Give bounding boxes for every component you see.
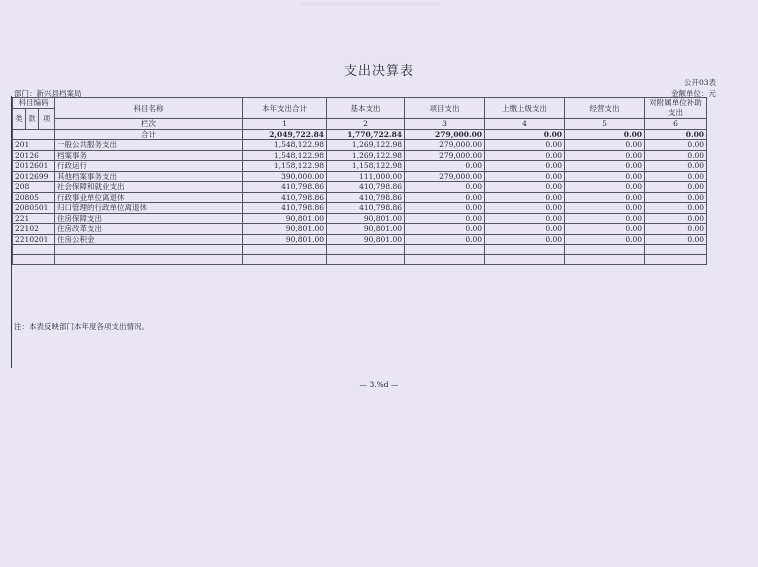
empty-cell — [243, 255, 327, 265]
empty-cell — [55, 255, 243, 265]
row-subsidy: 0.00 — [645, 203, 707, 214]
row-code: 2210201 — [13, 234, 55, 245]
row-business: 0.00 — [565, 150, 645, 161]
table-note: 注：本表反映部门本年度各项支出情况。 — [14, 322, 149, 331]
empty-cell — [327, 255, 405, 265]
row-code: 20126 — [13, 150, 55, 161]
row-item-name: 社会保障和就业支出 — [55, 182, 243, 193]
row-total: 90,801.00 — [243, 224, 327, 235]
header-total: 本年支出合计 — [243, 98, 327, 119]
total-cell-total: 2,049,722.84 — [243, 129, 327, 140]
row-basic: 90,801.00 — [327, 234, 405, 245]
row-total: 1,548,122.98 — [243, 150, 327, 161]
row-basic: 90,801.00 — [327, 224, 405, 235]
header-xiang: 项 — [39, 108, 55, 129]
header-lanci: 栏次 — [55, 119, 243, 130]
row-total: 1,548,122.98 — [243, 140, 327, 151]
header-subsidy: 对附属单位补助支出 — [645, 98, 707, 119]
row-upper: 0.00 — [485, 150, 565, 161]
row-basic: 410,798.86 — [327, 203, 405, 214]
table-row — [13, 161, 707, 172]
header-basic: 基本支出 — [327, 98, 405, 119]
row-project: 279,000.00 — [405, 171, 485, 182]
amount-unit-label: 金额单位：元 — [671, 89, 716, 98]
table-row — [13, 203, 707, 214]
row-business: 0.00 — [565, 161, 645, 172]
table-row — [13, 171, 707, 182]
department-label: 部门：新兴县档案局 — [14, 89, 82, 98]
empty-row — [13, 245, 707, 255]
row-code: 2012699 — [13, 171, 55, 182]
row-item-name: 住房公积金 — [55, 234, 243, 245]
row-code: 2080501 — [13, 203, 55, 214]
total-cell-upper: 0.00 — [485, 129, 565, 140]
row-total: 90,801.00 — [243, 213, 327, 224]
row-upper: 0.00 — [485, 161, 565, 172]
row-item-name: 住房改革支出 — [55, 224, 243, 235]
row-upper: 0.00 — [485, 224, 565, 235]
table-row — [13, 140, 707, 151]
row-business: 0.00 — [565, 213, 645, 224]
total-cell-project: 279,000.00 — [405, 129, 485, 140]
row-basic: 410,798.86 — [327, 182, 405, 193]
row-total: 90,801.00 — [243, 234, 327, 245]
total-cell-business: 0.00 — [565, 129, 645, 140]
empty-cell — [13, 255, 55, 265]
form-number: 公开03表 — [683, 78, 716, 87]
row-upper: 0.00 — [485, 182, 565, 193]
empty-cell — [565, 245, 645, 255]
total-cell-subsidy: 0.00 — [645, 129, 707, 140]
row-project: 0.00 — [405, 203, 485, 214]
row-item-name: 住房保障支出 — [55, 213, 243, 224]
table-row — [13, 182, 707, 193]
table-row — [13, 192, 707, 203]
row-business: 0.00 — [565, 224, 645, 235]
row-upper: 0.00 — [485, 140, 565, 151]
row-code: 221 — [13, 213, 55, 224]
row-subsidy: 0.00 — [645, 192, 707, 203]
row-code: 201 — [13, 140, 55, 151]
row-business: 0.00 — [565, 140, 645, 151]
row-item-name: 行政事业单位离退休 — [55, 192, 243, 203]
row-code: 22102 — [13, 224, 55, 235]
row-code: 208 — [13, 182, 55, 193]
row-project: 279,000.00 — [405, 150, 485, 161]
table-row — [13, 224, 707, 235]
empty-cell — [327, 245, 405, 255]
row-total: 390,000.00 — [243, 171, 327, 182]
row-item-name: 归口管理的行政单位离退休 — [55, 203, 243, 214]
scan-artifact — [300, 2, 440, 6]
empty-cell — [645, 245, 707, 255]
row-code: 20805 — [13, 192, 55, 203]
empty-cell — [405, 255, 485, 265]
row-project: 0.00 — [405, 234, 485, 245]
column-number-1: 1 — [243, 119, 327, 130]
row-subsidy: 0.00 — [645, 161, 707, 172]
row-total: 410,798.86 — [243, 192, 327, 203]
row-subsidy: 0.00 — [645, 171, 707, 182]
total-cell-basic: 1,770,722.84 — [327, 129, 405, 140]
empty-cell — [565, 255, 645, 265]
total-label: 合计 — [55, 129, 243, 140]
empty-cell — [485, 245, 565, 255]
row-item-name: 一般公共服务支出 — [55, 140, 243, 151]
column-number-3: 3 — [405, 119, 485, 130]
column-number-5: 5 — [565, 119, 645, 130]
row-basic: 90,801.00 — [327, 213, 405, 224]
row-upper: 0.00 — [485, 171, 565, 182]
empty-cell — [13, 245, 55, 255]
row-subsidy: 0.00 — [645, 182, 707, 193]
table-row — [13, 150, 707, 161]
row-total: 1,158,122.98 — [243, 161, 327, 172]
empty-cell — [405, 245, 485, 255]
expenditure-table — [12, 97, 707, 265]
row-subsidy: 0.00 — [645, 140, 707, 151]
header-kuan: 款 — [26, 108, 39, 129]
row-item-name: 其他档案事务支出 — [55, 171, 243, 182]
empty-row — [13, 255, 707, 265]
header-item-name: 科目名称 — [55, 98, 243, 119]
column-number-2: 2 — [327, 119, 405, 130]
row-business: 0.00 — [565, 234, 645, 245]
row-item-name: 档案事务 — [55, 150, 243, 161]
row-business: 0.00 — [565, 192, 645, 203]
header-project: 项目支出 — [405, 98, 485, 119]
row-project: 0.00 — [405, 161, 485, 172]
row-basic: 1,158,122.98 — [327, 161, 405, 172]
row-project: 0.00 — [405, 224, 485, 235]
row-upper: 0.00 — [485, 234, 565, 245]
empty-cell — [645, 255, 707, 265]
row-subsidy: 0.00 — [645, 213, 707, 224]
empty-cell — [55, 245, 243, 255]
row-project: 0.00 — [405, 182, 485, 193]
row-subsidy: 0.00 — [645, 234, 707, 245]
row-business: 0.00 — [565, 182, 645, 193]
row-subsidy: 0.00 — [645, 150, 707, 161]
header-code-group: 科目编码 — [13, 98, 55, 109]
header-lei: 类 — [13, 108, 26, 129]
row-subsidy: 0.00 — [645, 224, 707, 235]
page-number: — 3.%d — — [359, 380, 399, 389]
empty-cell — [485, 255, 565, 265]
row-basic: 410,798.86 — [327, 192, 405, 203]
row-basic: 1,269,122.98 — [327, 140, 405, 151]
column-number-4: 4 — [485, 119, 565, 130]
empty-cell — [243, 245, 327, 255]
document-title: 支出决算表 — [343, 64, 414, 79]
row-code: 2012601 — [13, 161, 55, 172]
table-row — [13, 213, 707, 224]
total-row — [13, 129, 707, 140]
row-upper: 0.00 — [485, 192, 565, 203]
row-total: 410,798.86 — [243, 182, 327, 193]
row-project: 279,000.00 — [405, 140, 485, 151]
header-upper: 上缴上级支出 — [485, 98, 565, 119]
row-upper: 0.00 — [485, 213, 565, 224]
table-row — [13, 234, 707, 245]
row-upper: 0.00 — [485, 203, 565, 214]
row-business: 0.00 — [565, 171, 645, 182]
row-project: 0.00 — [405, 213, 485, 224]
row-project: 0.00 — [405, 192, 485, 203]
row-basic: 1,269,122.98 — [327, 150, 405, 161]
row-item-name: 行政运行 — [55, 161, 243, 172]
header-business: 经营支出 — [565, 98, 645, 119]
row-business: 0.00 — [565, 203, 645, 214]
row-total: 410,798.86 — [243, 203, 327, 214]
column-number-6: 6 — [645, 119, 707, 130]
row-basic: 111,000.00 — [327, 171, 405, 182]
